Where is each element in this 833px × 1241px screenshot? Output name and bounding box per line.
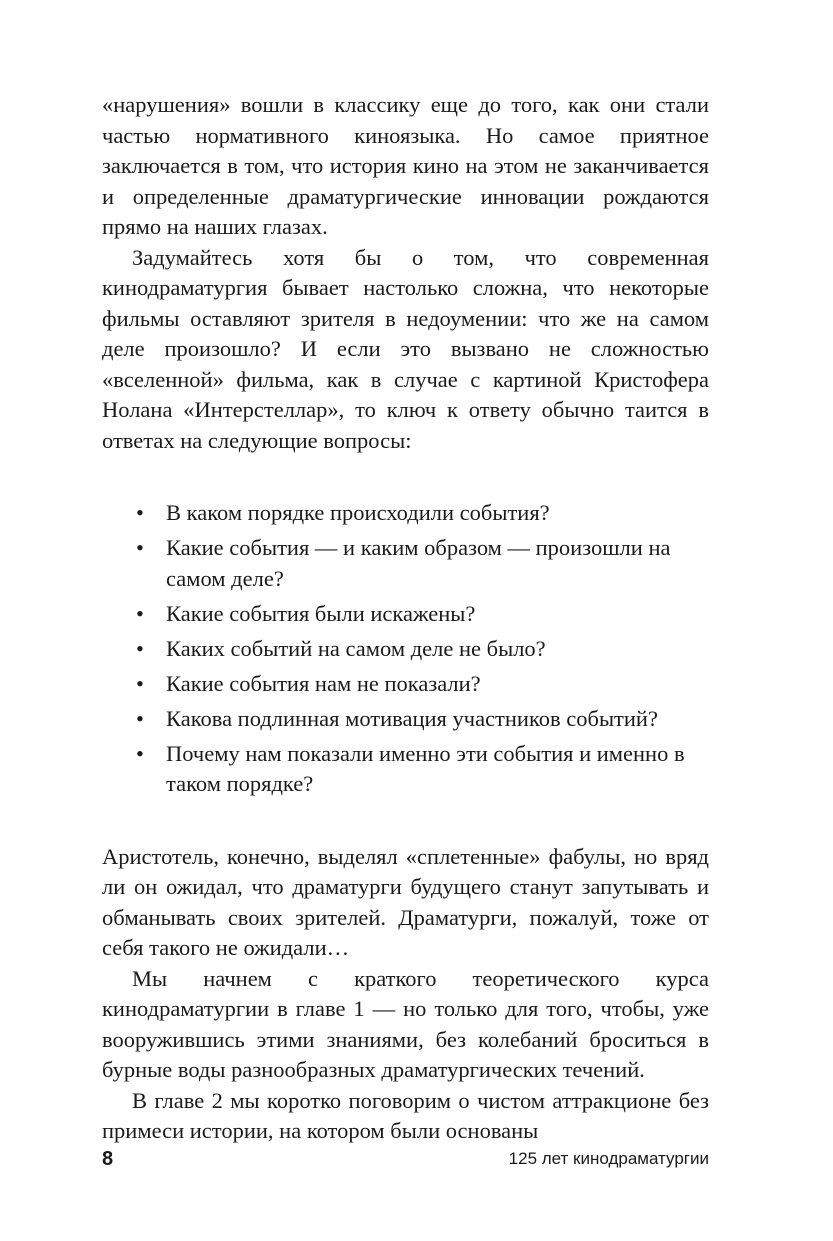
page-body xyxy=(102,90,709,1147)
page-footer xyxy=(102,1148,709,1174)
paragraph-2: Задумайтесь хотя бы о том, что современная кинодраматургия бывает настолько сложна, что некоторые фильмы оставляют зрителя в недоумении: что же на самом деле произошло? И если это вызвано не сложностью «вселенной» фильма, как в случае с картиной Кристофера Нолана «Интерстеллар», то ключ к ответу обычно таится в ответах на следующие вопросы: xyxy=(102,244,709,453)
list-item xyxy=(102,498,709,529)
page-number: 8 xyxy=(102,1148,114,1170)
list-item-text: Почему нам показали именно эти события и именно в таком порядке? xyxy=(166,740,685,796)
bullet-icon: • xyxy=(136,600,144,626)
bullet-icon: • xyxy=(136,635,144,661)
list-item-text: Какие события были искажены? xyxy=(166,600,476,626)
paragraph-3: Аристотель, конечно, выделял «сплетенные» фабулы, но вряд ли он ожидал, что драматурги будущего станут запутывать и обманывать своих зрителей. Драматурги, пожалуй, тоже от себя такого не ожидали… xyxy=(102,843,709,960)
bullet-icon: • xyxy=(136,670,144,696)
bullet-icon: • xyxy=(136,500,144,525)
list-item xyxy=(102,533,709,594)
list-item xyxy=(102,704,709,735)
bullet-icon: • xyxy=(136,740,144,766)
running-title: 125 лет кинодраматургии xyxy=(508,1149,709,1168)
list-item-text: Какие события — и каким образом — произошли на самом деле? xyxy=(166,535,671,591)
paragraph-1: «нарушения» вошли в классику еще до того, как они стали частью нормативного киноязыка. Но самое приятное заключается в том, что история кино на этом не заканчивается и определенные драматургические инновации рождаются прямо на наших глазах. xyxy=(102,92,709,239)
list-item xyxy=(102,599,709,630)
list-item-text: В каком порядке происходили события? xyxy=(166,500,550,525)
list-item xyxy=(102,669,709,700)
list-item xyxy=(102,634,709,665)
paragraph-4: Мы начнем с краткого теоретического курса кинодраматургии в главе 1 — но только для того, чтобы, уже вооружившись этими знаниями, без колебаний броситься в бурные воды разнообразных драматургических течений. xyxy=(102,965,709,1082)
paragraph-5: В главе 2 мы коротко поговорим о чистом аттракционе без примеси истории, на котором были основаны xyxy=(102,1087,709,1143)
list-item-text: Каких событий на самом деле не было? xyxy=(166,635,546,661)
list-item-text: Какие события нам не показали? xyxy=(166,670,481,696)
bullet-icon: • xyxy=(136,535,144,560)
question-list xyxy=(102,498,709,800)
bullet-icon: • xyxy=(136,705,144,731)
list-item-text: Какова подлинная мотивация участников событий? xyxy=(166,705,658,731)
list-item xyxy=(102,739,709,800)
